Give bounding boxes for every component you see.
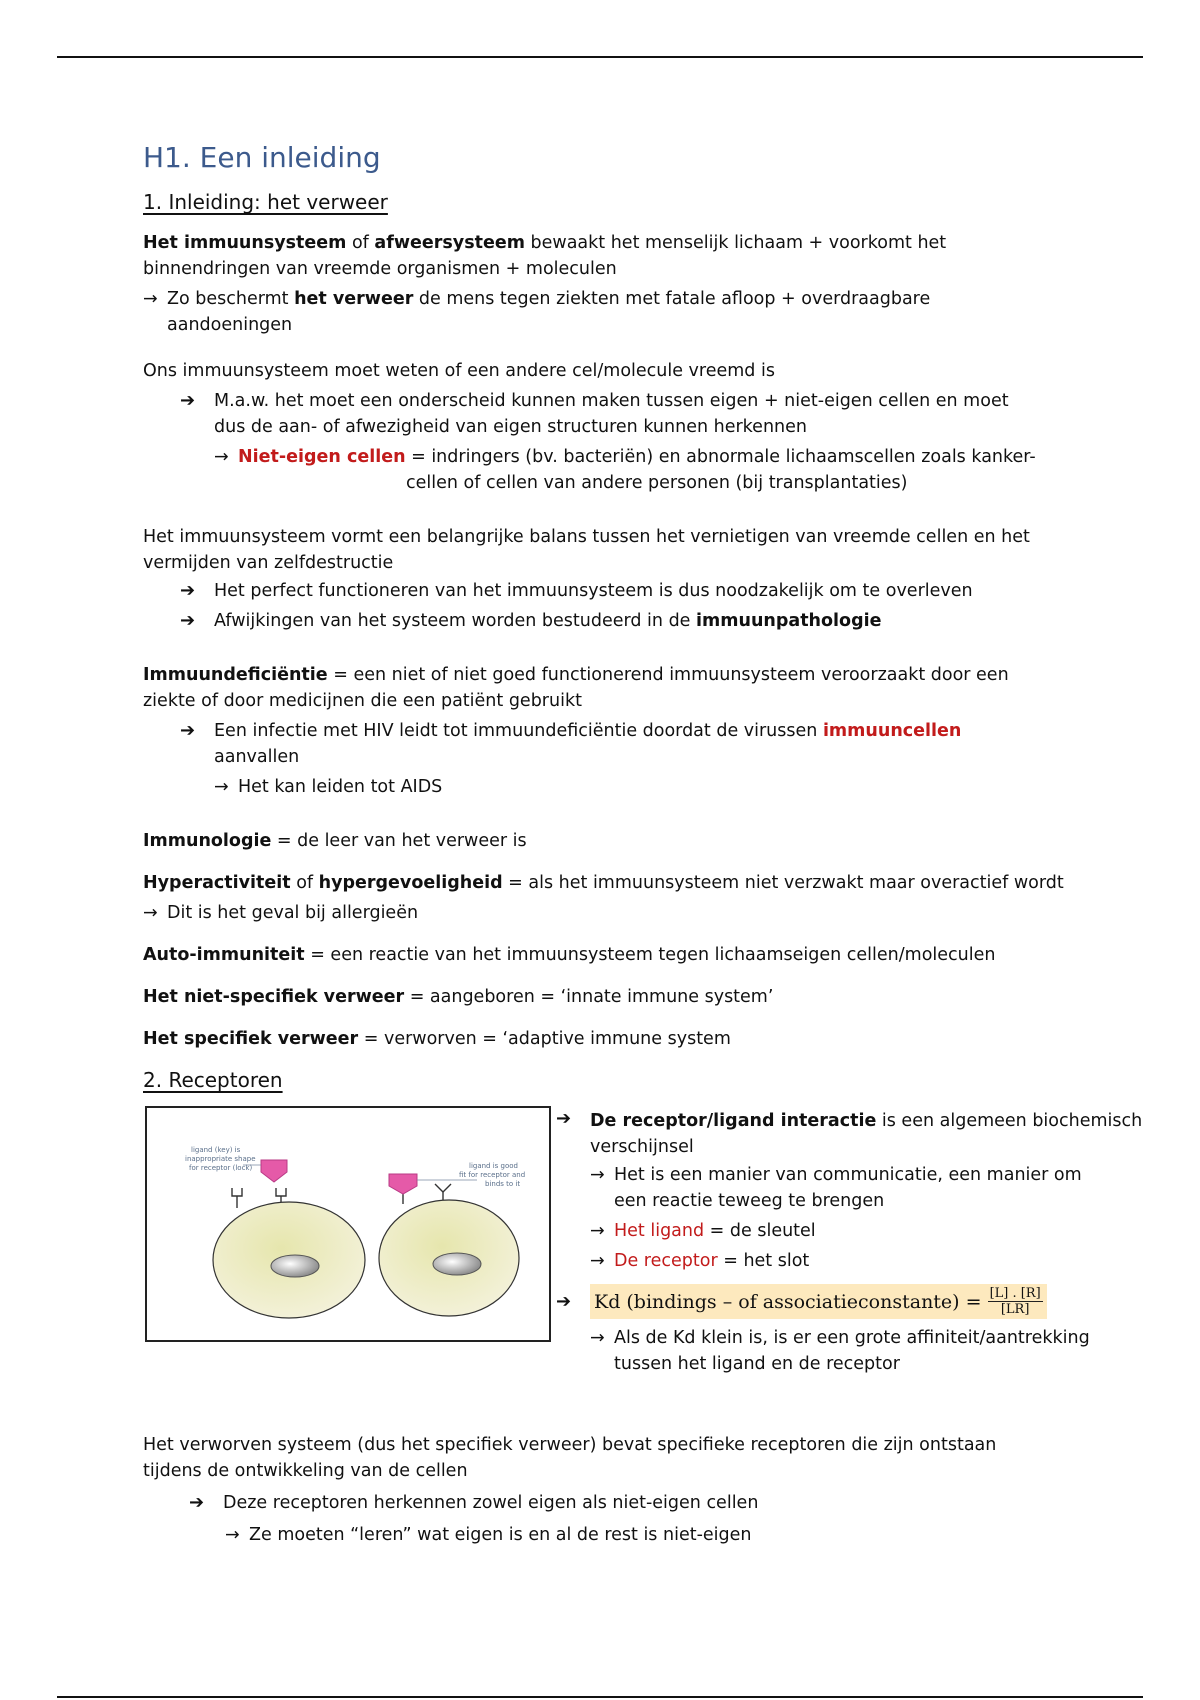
figure-label-right: ligand is good xyxy=(469,1162,518,1170)
arrow-right-icon: → xyxy=(214,447,229,467)
paragraph: Het immuunsysteem vormt een belangrijke balans tussen het vernietigen van vreemde cellen en het vermijden van zelfdestructie xyxy=(143,527,1030,573)
arrow-right-bold-icon: ➔ xyxy=(180,720,196,741)
arrow-right-icon: → xyxy=(225,1525,240,1545)
bottom-rule xyxy=(57,1696,1143,1698)
paragraph: Het niet-specifiek verweer = aangeboren = ‘innate immune system’ xyxy=(143,987,774,1007)
paragraph: Hyperactiviteit of hypergevoeligheid = als het immuunsysteem niet verzwakt maar overactief wordt xyxy=(143,873,1064,893)
paragraph: Ons immuunsysteem moet weten of een andere cel/molecule vreemd is xyxy=(143,361,775,381)
bullet-item: ➔ M.a.w. het moet een onderscheid kunnen maken tussen eigen + niet-eigen cellen en moet dus de aan- of afwezigheid van eigen structuren kunnen herkennen xyxy=(143,388,1143,440)
bullet-item: ➔ De receptor/ligand interactie is een algemeen biochemisch verschijnsel xyxy=(556,1106,1156,1160)
bullet-item: ➔ Deze receptoren herkennen zowel eigen als niet-eigen cellen xyxy=(143,1490,1143,1516)
receptor-notes xyxy=(556,1106,1156,1377)
arrow-right-bold-icon: ➔ xyxy=(180,580,196,601)
bullet-item: → Het kan leiden tot AIDS xyxy=(143,774,1143,800)
paragraph: Immuundeficiëntie = een niet of niet goed functionerend immuunsysteem veroorzaakt door een ziekte of door medicijnen die een patiënt gebruikt xyxy=(143,665,1009,711)
bullet-item: → Als de Kd klein is, is er een grote affiniteit/aantrekking tussen het ligand en de receptor xyxy=(556,1325,1156,1377)
bullet-item: → Het is een manier van communicatie, een manier om een reactie teweeg te brengen xyxy=(556,1162,1156,1214)
arrow-right-icon: → xyxy=(214,777,229,797)
bullet-item: → De receptor = het slot xyxy=(556,1248,1156,1274)
bullet-item: → Ze moeten “leren” wat eigen is en al de rest is niet-eigen xyxy=(143,1522,1143,1548)
paragraph: Het specifiek verweer = verworven = ‘adaptive immune system xyxy=(143,1029,731,1049)
arrow-right-bold-icon: ➔ xyxy=(189,1492,205,1513)
arrow-right-bold-icon: ➔ xyxy=(180,610,196,631)
figure-label-left: for receptor (lock) xyxy=(189,1164,253,1172)
paragraph: Immunologie = de leer van het verweer is xyxy=(143,831,527,851)
bullet-item: ➔ Een infectie met HIV leidt tot immuundeficiëntie doordat de virussen immuuncellen aanvallen xyxy=(143,718,1143,770)
bullet-item: → Dit is het geval bij allergieën xyxy=(143,900,1143,926)
arrow-right-icon: → xyxy=(143,903,158,923)
nucleus-left xyxy=(271,1255,319,1277)
page-title: H1. Een inleiding xyxy=(143,141,381,174)
arrow-right-icon: → xyxy=(143,289,158,309)
receptor-ligand-diagram xyxy=(147,1108,549,1340)
figure-label-left: ligand (key) is xyxy=(191,1146,241,1154)
kd-formula: Kd (bindings – of associatieconstante) = $\frac{[L] . [R]}{[LR]}$ xyxy=(590,1284,1047,1319)
ligand-icon xyxy=(261,1160,287,1182)
arrow-right-bold-icon: ➔ xyxy=(180,390,196,411)
figure-label-left: inappropriate shape xyxy=(185,1155,256,1163)
figure-label-right: binds to it xyxy=(485,1180,521,1188)
arrow-right-bold-icon: ➔ xyxy=(556,1290,572,1312)
arrow-right-icon: → xyxy=(590,1165,605,1185)
page-content xyxy=(143,140,1143,1548)
arrow-right-icon: → xyxy=(590,1251,605,1271)
bullet-item: ➔ Het perfect functioneren van het immuunsysteem is dus noodzakelijk om te overleven xyxy=(143,578,1143,604)
bullet-item: → Het ligand = de sleutel xyxy=(556,1218,1156,1244)
figure-label-right: fit for receptor and xyxy=(459,1171,526,1179)
arrow-right-icon: → xyxy=(590,1328,605,1348)
top-rule xyxy=(57,56,1143,58)
receptor-ligand-figure xyxy=(145,1106,551,1342)
bullet-item: → Zo beschermt het verweer de mens tegen ziekten met fatale afloop + overdraagbare aandoeningen xyxy=(143,286,1143,338)
bullet-item: ➔ Afwijkingen van het systeem worden bestudeerd in de immuunpathologie xyxy=(143,608,1143,634)
paragraph: Auto-immuniteit = een reactie van het immuunsysteem tegen lichaamseigen cellen/moleculen xyxy=(143,945,996,965)
receptor-section xyxy=(143,1106,1143,1426)
arrow-right-icon: → xyxy=(590,1221,605,1241)
section-heading-inleiding: 1. Inleiding: het verweer xyxy=(143,190,388,214)
ligand-icon xyxy=(389,1174,417,1194)
paragraph: Het verworven systeem (dus het specifiek verweer) bevat specifieke receptoren die zijn ontstaan tijdens de ontwikkeling van de cellen xyxy=(143,1435,997,1481)
bullet-item: → Niet-eigen cellen = indringers (bv. bacteriën) en abnormale lichaamscellen zoals kanker- cellen of cellen van andere personen (bij transplantaties) xyxy=(143,444,1143,496)
section-heading-receptoren: 2. Receptoren xyxy=(143,1068,283,1092)
bullet-item xyxy=(556,1284,1156,1319)
paragraph: Het immuunsysteem of afweersysteem bewaakt het menselijk lichaam + voorkomt het binnendringen van vreemde organismen + moleculen xyxy=(143,233,947,279)
nucleus-right xyxy=(433,1253,481,1275)
arrow-right-bold-icon: ➔ xyxy=(556,1108,572,1129)
